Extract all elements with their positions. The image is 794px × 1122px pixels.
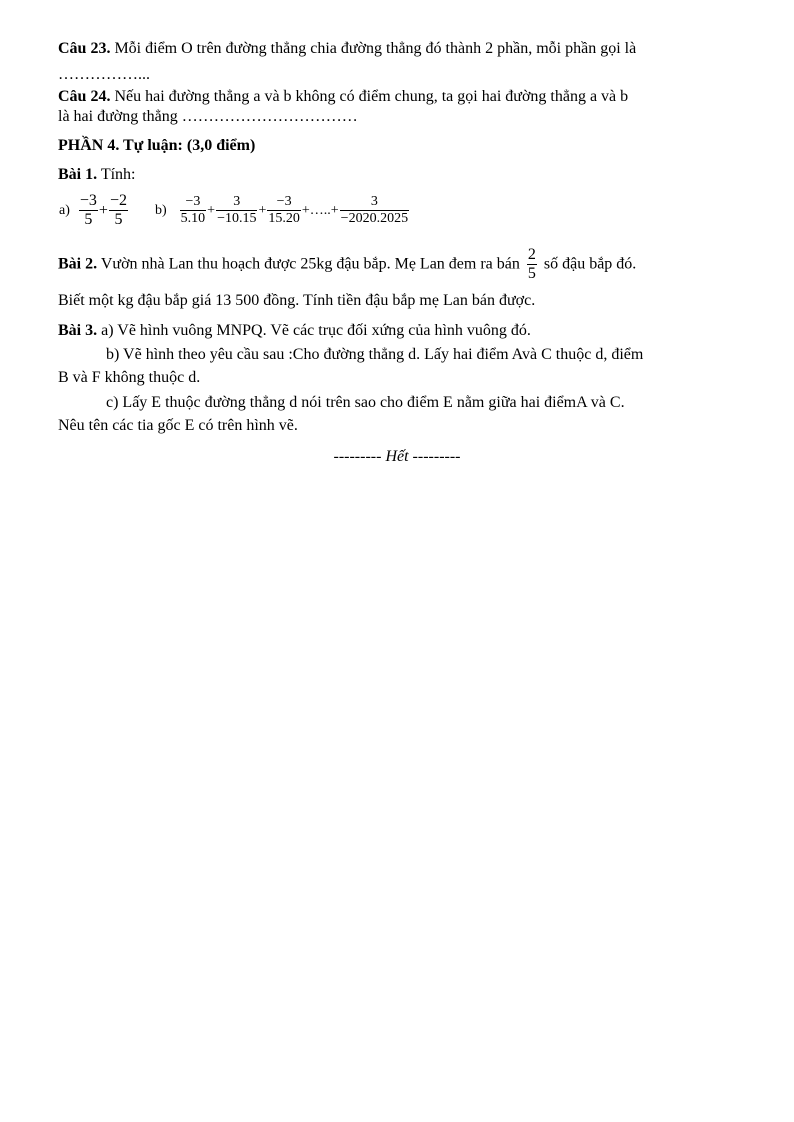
fraction-a1-num: −3 [79,192,97,209]
exercise-1-label: Bài 1. [58,166,98,183]
exercise-2-text-after: số đậu bắp đó. [543,255,637,273]
exercise-3-part-c-line2: Nêu tên các tia gốc E có trên hình vẽ. [58,417,298,434]
ellipsis-sum: +…..+ [301,202,339,218]
fraction-b3-den: 15.20 [268,211,300,226]
fraction-b4-num: 3 [340,194,409,211]
exercise-2-label: Bài 2. [58,255,98,273]
plus-sign: + [258,202,267,218]
exercise-1-expressions [58,192,409,229]
fraction-b3-num: −3 [267,194,301,211]
fraction-b4 [340,194,409,227]
dashes-left: --------- [333,448,382,465]
fraction-b1 [180,194,207,227]
exercise-1 [58,166,136,184]
fraction-a2-den: 5 [114,211,123,228]
part-b-label: b) [154,202,167,218]
question-24-label: Câu 24. [58,88,111,105]
fraction-b2-num: 3 [216,194,257,211]
fraction-b2 [216,194,257,227]
fraction-a1 [79,192,98,229]
fraction-a2-num: −2 [109,192,127,209]
exercise-3-label: Bài 3. [58,322,98,339]
exercise-2-text: Vườn nhà Lan thu hoạch được 25kg đậu bắp. Mẹ Lan đem ra bán [97,255,520,273]
question-23 [58,40,636,58]
end-marker [0,448,794,466]
fraction-b4-den: −2020.2025 [340,211,409,226]
exercise-3-part-b: b) Vẽ hình theo yêu cầu sau :Cho đường thẳng d. Lấy hai điểm Avà C thuộc d, điểm [106,346,644,363]
fraction-b1-num: −3 [180,194,207,211]
question-23-blank: ……………... [58,66,150,83]
fraction-b2-den: −10.15 [217,211,257,226]
fraction-a2 [109,192,128,229]
question-24-line2: là hai đường thẳng …………………………… [58,108,358,125]
question-23-text: Mỗi điểm O trên đường thẳng chia đường thẳng đó thành 2 phần, mỗi phần gọi là [110,40,637,57]
fraction-b3 [267,194,301,227]
plus-sign: + [207,202,216,218]
exercise-2-line2: Biết một kg đậu bắp giá 13 500 đồng. Tính tiền đậu bắp mẹ Lan bán được. [58,292,536,309]
section-4-title: PHẦN 4. Tự luận: (3,0 điểm) [58,137,256,154]
question-23-label: Câu 23. [58,40,111,57]
fraction-two-fifths [527,246,537,283]
question-24 [58,88,628,106]
fraction-a1-den: 5 [84,211,93,228]
plus-sign: + [98,201,108,219]
exercise-3-part-b-line2: B và F không thuộc d. [58,369,201,386]
exercise-2 [58,246,636,283]
fraction-two-fifths-den: 5 [527,265,536,282]
part-a-label: a) [59,202,70,218]
question-24-text: Nếu hai đường thẳng a và b không có điểm chung, ta gọi hai đường thẳng a và b [110,88,629,105]
exercise-3 [58,322,531,340]
dashes-right: --------- [412,448,461,465]
fraction-two-fifths-num: 2 [527,246,536,263]
exercise-1-text: Tính: [97,166,136,183]
fraction-b1-den: 5.10 [180,211,206,226]
exercise-3-part-c: c) Lấy E thuộc đường thẳng d nói trên sao cho điểm E nằm giữa hai điểmA và C. [106,394,625,411]
exercise-3-part-a: a) Vẽ hình vuông MNPQ. Vẽ các trục đối xứng của hình vuông đó. [97,322,531,339]
end-text: Hết [385,448,409,465]
